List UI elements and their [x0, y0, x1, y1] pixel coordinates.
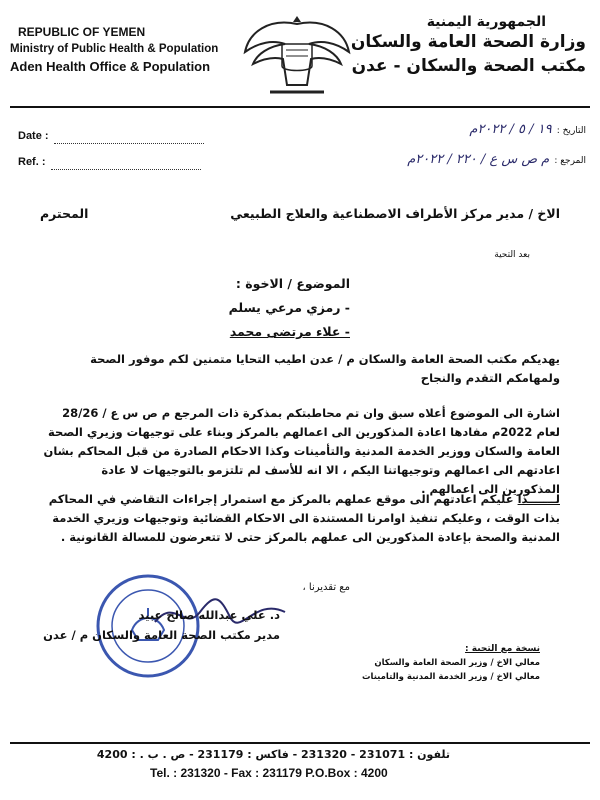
en-date-label: Date :	[18, 130, 49, 142]
recipient-line	[40, 204, 560, 223]
ar-country: الجمهورية اليمنية	[426, 14, 546, 30]
header-rule	[10, 106, 590, 108]
handwritten-ref: م ص س ع / ٢٢٠ / ٢٠٢٢م	[407, 152, 550, 167]
person-2: - علاء مرتضى محمد	[229, 324, 350, 339]
en-country: REPUBLIC OF YEMEN	[18, 25, 146, 39]
handwritten-date: ١٩ / ٥ / ٢٠٢٢م	[469, 122, 552, 137]
honorific: المحترم	[40, 206, 89, 221]
arabic-letterhead	[351, 14, 586, 78]
ar-office: مكتب الصحة والسكان - عدن	[351, 56, 586, 76]
person-1: - رمزي مرعي يسلم	[228, 300, 350, 315]
cc-title: نسخة مع التحية :	[465, 644, 540, 654]
subject: الموضوع / الاخوة :	[235, 276, 350, 291]
signer-name: د. علي عبدالله صالح عبيد	[138, 608, 280, 622]
en-ministry: Ministry of Public Health & Population	[10, 43, 219, 55]
ar-ministry: وزارة الصحة العامة والسكان	[350, 32, 586, 52]
footer-rule	[10, 742, 590, 744]
ar-date-label: التاريخ :	[556, 126, 586, 136]
footer-ar-contact: تلفون : 231071 - 231320 - فاكس : 231179 - ص . ب . : 4200	[96, 748, 450, 761]
paragraph-1: يهديكم مكتب الصحة العامة والسكان م / عدن اطيب التحايا متمنين لكم موفور الصحة ولمهامكم التقدم والنجاح	[90, 352, 560, 385]
cc-item-2: معالي الاخ / وزير الخدمة المدنية والتامينات	[361, 672, 540, 682]
en-ref-label: Ref. :	[18, 156, 46, 168]
cc-item-1: معالي الاخ / وزير الصحة العامة والسكان	[374, 658, 540, 668]
english-letterhead	[10, 24, 218, 75]
ar-ref-row	[326, 148, 586, 167]
ar-date-row	[326, 118, 586, 137]
recipient: الاخ / مدير مركز الأطراف الاصطناعية والعلاج الطبيعي	[230, 206, 560, 221]
ar-ref-label: المرجع :	[554, 156, 586, 166]
greeting: بعد التحية	[494, 250, 530, 260]
en-office: Aden Health Office & Population	[10, 59, 211, 74]
en-ref-row	[18, 150, 201, 170]
yemen-eagle-emblem-icon	[242, 10, 352, 102]
paragraph-3	[40, 490, 560, 547]
paragraph-2: اشارة الى الموضوع أعلاه سبق وان تم محاطبتكم بمذكرة ذات المرجع م ص س ع / 28/26 لعام 2022م مفادها اعادة المذكورين الى اعمالهم بالمركز وبناء على توجيهات وزيري الصحة العامة والسكان ووزير الخدمة المدنية والتأمينات وكذا الاحكام الصادرة من قبل المحاكم بشان اعادتهم الى اعمالهم وتوجيهاتنا اليكم ، الا انه للأسف لم تلتزمو بالتوجيهات لا عادة المذكورين الى اعمالهم .	[43, 406, 560, 496]
closing: مع تقديرنا ،	[302, 582, 350, 593]
signer-title: مدير مكتب الصحة العامة والسكان م / عدن	[43, 628, 280, 642]
paragraph-3-lead: لـــــــذا	[517, 492, 560, 506]
paragraph-3-text: عليكم اعادتهم الى موقع عملهم بالمركز مع استمرار إجراءات التقاضي في المحاكم بذات الوقت ، وعليكم تنفيذ اوامرنا المستندة الى الاحكام القضائية وتوجيهات وزيري الخدمة المدنية والصحة بإعادة المذكورين الى عملهم بالمركز حتى لا تتعرضون للمسالة القانونية .	[48, 492, 560, 544]
en-date-line	[54, 124, 204, 144]
footer-en-contact: Tel. : 231320 - Fax : 231179 P.O.Box : 4200	[150, 766, 388, 780]
en-ref-line	[51, 150, 201, 170]
en-date-row	[18, 124, 204, 144]
